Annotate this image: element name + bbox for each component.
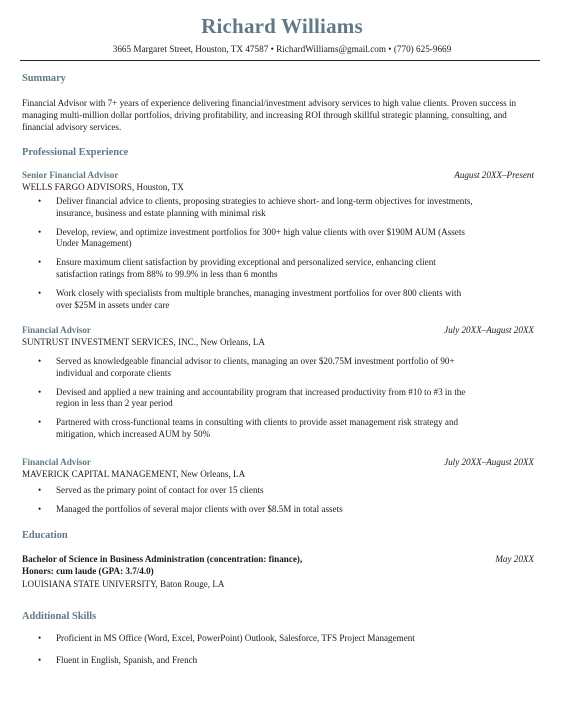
bullet-icon: •: [38, 257, 42, 268]
list-item: • Proficient in MS Office (Word, Excel, PowerPoint) Outlook, Salesforce, TFS Project Management: [38, 633, 415, 643]
bullet-icon: •: [38, 196, 42, 206]
bullet-icon: •: [38, 633, 42, 643]
job-title: Financial Advisor: [22, 325, 91, 335]
job-dates: August 20XX–Present: [454, 170, 534, 180]
list-item: • Served as the primary point of contact for over 15 clients: [38, 485, 264, 495]
job-bullets: [0, 485, 564, 523]
skills-list: [0, 633, 564, 674]
job-dates: July 20XX–August 20XX: [444, 325, 534, 335]
bullet-icon: •: [38, 356, 42, 366]
bullet-icon: •: [38, 386, 42, 397]
list-item: • Deliver financial advice to clients, proposing strategies to achieve short- and long-term objectives for investments, insurance, business and estate planning with minimal risk: [38, 196, 473, 218]
list-item: • Served as knowledgeable financial advisor to clients, managing an over $20.75M investment portfolio of 90+ individual and corporate clients: [38, 356, 455, 378]
bullet-icon: •: [38, 485, 42, 495]
job-company: MAVERICK CAPITAL MANAGEMENT, New Orleans, LA: [22, 469, 246, 479]
summary-heading: Summary: [22, 73, 66, 84]
bullet-icon: •: [38, 226, 42, 237]
list-item: • Partnered with cross-functional teams in consulting with clients to provide asset management risk strategy and mitigation, which increased AUM by 50%: [38, 417, 459, 439]
honors: Honors: cum laude (GPA: 3.7/4.0): [22, 566, 154, 576]
job-dates: July 20XX–August 20XX: [444, 457, 534, 467]
bullet-icon: •: [38, 504, 42, 515]
degree: Bachelor of Science in Business Administration (concentration: finance),: [22, 554, 303, 564]
bullet-icon: •: [38, 417, 42, 428]
contact-line: 3665 Margaret Street, Houston, TX 47587 • RichardWilliams@gmail.com • (770) 625-9669: [112, 44, 452, 54]
experience-heading: Professional Experience: [22, 147, 129, 158]
education-date: May 20XX: [495, 554, 534, 564]
job-company: WELLS FARGO ADVISORS, Houston, TX: [22, 182, 184, 192]
bullet-icon: •: [38, 288, 42, 299]
summary-text: Financial Advisor with 7+ years of experience delivering financial/investment advisory services to high value clients. Proven success in managing multi-million dollar portfolios, driving profitability, and increasing ROI through skillful strategic planning, consulting, and financial advisory services.: [22, 98, 517, 133]
job-title: Financial Advisor: [22, 457, 91, 467]
list-item: • Devised and applied a new training and accountability program that increased productivity from #10 to #3 in the region in less than 2 year period: [38, 386, 466, 409]
bullet-icon: •: [38, 654, 42, 665]
list-item: • Develop, review, and optimize investment portfolios for 300+ high value clients with over $190M AUM (Assets Under Management): [38, 226, 465, 249]
header-divider: [20, 60, 540, 61]
applicant-name: Richard Williams: [201, 14, 363, 38]
education-heading: Education: [22, 530, 68, 541]
school: LOUISIANA STATE UNIVERSITY, Baton Rouge, LA: [22, 579, 225, 589]
skills-heading: Additional Skills: [22, 611, 97, 622]
list-item: • Work closely with specialists from multiple branches, managing investment portfolios for over 800 clients with over $25M in assets under care: [38, 288, 462, 310]
job-title: Senior Financial Advisor: [22, 170, 119, 180]
list-item: • Ensure maximum client satisfaction by providing exceptional and personalized service, enhancing client satisfaction ratings from 88% to 99.9% in less than 6 months: [38, 257, 436, 279]
job-bullets: [0, 356, 564, 448]
list-item: • Fluent in English, Spanish, and French: [38, 654, 198, 665]
list-item: • Managed the portfolios of several major clients with over $8.5M in total assets: [38, 504, 343, 515]
job-bullets: [0, 196, 564, 319]
job-company: SUNTRUST INVESTMENT SERVICES, INC., New Orleans, LA: [22, 337, 265, 347]
